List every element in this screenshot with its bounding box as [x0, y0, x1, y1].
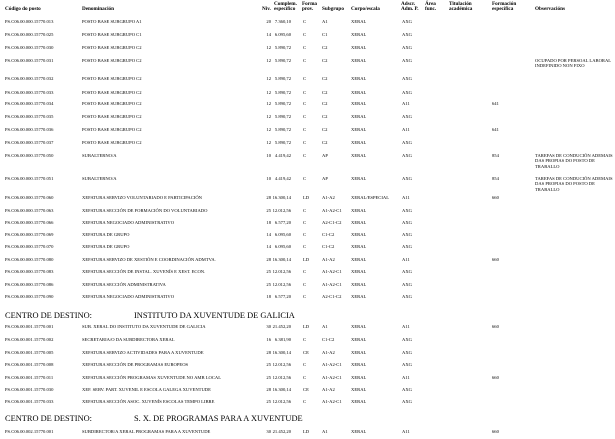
post-corps-scale: XERAL: [351, 153, 367, 158]
post-level: 25: [266, 375, 271, 380]
post-assignment: A11: [402, 127, 410, 132]
table-row: [0, 324, 615, 334]
post-corps-scale: XERAL: [351, 76, 367, 81]
post-provision-form: C: [303, 127, 307, 132]
post-level: 28: [266, 387, 271, 392]
post-training: 641: [492, 127, 499, 132]
post-code: PS.C06.00.000.15770.034: [5, 101, 54, 106]
post-complement: 6.095,60: [274, 232, 291, 237]
post-code: PS.C06.00.000.15770.080: [5, 257, 54, 262]
post-level: 30: [266, 429, 271, 434]
post-provision-form: C: [303, 176, 307, 181]
post-corps-scale: XERAL: [351, 375, 367, 380]
header-adscr: Adscr.: [401, 1, 416, 7]
post-level: 10: [266, 176, 271, 181]
post-provision-form: LD: [303, 429, 310, 434]
post-subgroup: A1-A2-C1: [322, 375, 342, 380]
post-corps-scale: XERAL: [351, 294, 367, 299]
table-row: [0, 195, 615, 205]
post-provision-form: C: [303, 114, 307, 119]
post-level: 30: [266, 324, 271, 329]
post-code: PS.C06.00.000.15770.032: [5, 76, 54, 81]
post-subgroup: A1-A2-C1: [322, 399, 342, 404]
post-denomination: XEFATURA SECCIÓN ADMINISTRATIVA: [82, 282, 166, 287]
post-denomination: POSTO BASE SUBGRUPO C2: [82, 114, 142, 119]
post-assignment: AXG: [402, 387, 412, 392]
post-denomination: XEFATURA SERVIZO VOLUNTARIADO E PARTICIPACIÓN: [82, 195, 202, 200]
post-assignment: AXG: [402, 232, 412, 237]
post-denomination: POSTO BASE SUBGRUPO C1: [82, 32, 142, 37]
table-row: [0, 19, 615, 29]
post-corps-scale: XERAL: [351, 269, 367, 274]
post-code: PS.C06.00.001.15770.008: [5, 362, 54, 367]
post-denomination: XEFATURA SERVIZO DE XESTIÓN E COORDINACIÓN ADMTVA.: [82, 257, 216, 262]
post-corps-scale: XERAL/ESPECIAL: [351, 195, 390, 200]
post-subgroup: A1-A2: [322, 195, 335, 200]
post-subgroup: C1-C2: [322, 244, 335, 249]
post-level: 12: [266, 90, 271, 95]
post-subgroup: A1: [322, 429, 328, 434]
post-complement: 21.452,20: [272, 429, 291, 434]
post-assignment: AXG: [402, 45, 412, 50]
post-corps-scale: XERAL: [351, 45, 367, 50]
post-corps-scale: XERAL: [351, 208, 367, 213]
post-code: PS.C06.00.001.15770.001: [5, 324, 54, 329]
post-denomination: XEFATURA SECCIÓN DE FORMACIÓN DO VOLUNTARIADO: [82, 208, 208, 213]
post-code: PS.C06.00.000.15770.033: [5, 90, 54, 95]
post-corps-scale: XERAL: [351, 58, 367, 63]
post-complement: 4.419,42: [274, 176, 291, 181]
centro-destino-name: INSTITUTO DA XUVENTUDE DE GALICIA: [134, 311, 295, 320]
post-subgroup: A1-A2-C1: [322, 362, 342, 367]
post-observations: OCUPADO POR PERSOAL LABORAL INDEFINIDO NON FIXO: [535, 58, 611, 69]
post-complement: 6.381,90: [274, 337, 291, 342]
post-provision-form: C: [303, 32, 307, 37]
header-area: Área: [425, 1, 436, 7]
header-func: func.: [425, 6, 437, 12]
post-code: PS.C06.00.001.15770.030: [5, 387, 54, 392]
post-code: PS.C06.00.000.15770.031: [5, 58, 54, 63]
post-corps-scale: XERAL: [351, 257, 367, 262]
post-complement: 12.012,56: [272, 282, 291, 287]
post-code: PS.C06.00.000.15770.066: [5, 220, 54, 225]
centro-destino-name: S. X. DE PROGRAMAS PARA A XUVENTUDE: [134, 414, 303, 423]
post-corps-scale: XERAL: [351, 337, 367, 342]
post-subgroup: C2: [322, 140, 328, 145]
post-observations: TAREFAS DE CONDUCIÓN ADEMAIS DAS PROPIAS DO POSTO DE TRABALLO: [535, 153, 613, 169]
post-corps-scale: XERAL: [351, 399, 367, 404]
post-denomination: POSTO BASE SUBGRUPO C2: [82, 45, 142, 50]
post-provision-form: C: [303, 294, 307, 299]
header-prov: prov.: [302, 6, 314, 12]
post-corps-scale: XERAL: [351, 176, 367, 181]
table-row: [0, 101, 615, 111]
post-assignment: AXG: [402, 294, 412, 299]
post-complement: 12.012,56: [272, 362, 291, 367]
post-subgroup: C2: [322, 127, 328, 132]
post-assignment: AXG: [402, 362, 412, 367]
post-level: 28: [266, 350, 271, 355]
post-provision-form: CE: [303, 387, 309, 392]
post-code: PS.C06.00.000.15770.083: [5, 269, 54, 274]
post-subgroup: A1: [322, 324, 328, 329]
post-complement: 6.577,20: [274, 294, 291, 299]
post-level: 18: [266, 220, 271, 225]
post-denomination: POSTO BASE SUBGRUPO C2: [82, 140, 142, 145]
post-assignment: A11: [402, 257, 410, 262]
post-code: PS.C06.00.001.15770.002: [5, 337, 54, 342]
post-provision-form: C: [303, 153, 307, 158]
table-row: [0, 114, 615, 124]
header-subgrupo: Subgrupo: [322, 6, 344, 12]
post-subgroup: A1-A2: [322, 387, 335, 392]
header-denominacion: Denominación: [82, 6, 114, 12]
post-complement: 12.012,56: [272, 399, 291, 404]
header-observacions: Observacións: [535, 6, 565, 12]
post-code: PS.C06.00.000.15770.070: [5, 244, 54, 249]
post-level: 12: [266, 114, 271, 119]
post-assignment: AXG: [402, 114, 412, 119]
post-provision-form: C: [303, 45, 307, 50]
post-corps-scale: XERAL: [351, 350, 367, 355]
post-assignment: A11: [402, 324, 410, 329]
post-level: 12: [266, 45, 271, 50]
post-level: 25: [266, 282, 271, 287]
post-corps-scale: XERAL: [351, 282, 367, 287]
post-complement: 5.890,72: [274, 58, 291, 63]
table-row: [0, 232, 615, 242]
table-row: [0, 45, 615, 55]
post-subgroup: A2-C1-C2: [322, 220, 342, 225]
post-subgroup: A2-C1-C2: [322, 294, 342, 299]
post-denomination: POSTO BASE SUBGRUPO C2: [82, 127, 142, 132]
post-level: 12: [266, 101, 271, 106]
post-code: PS.C06.00.000.15770.090: [5, 294, 54, 299]
post-corps-scale: XERAL: [351, 362, 367, 367]
post-assignment: AXG: [402, 76, 412, 81]
table-row: [0, 208, 615, 218]
post-corps-scale: XERAL: [351, 114, 367, 119]
post-corps-scale: XERAL: [351, 387, 367, 392]
table-row: [0, 140, 615, 150]
header-especifica: específica: [492, 6, 514, 12]
post-code: PS.C06.00.000.15770.036: [5, 127, 54, 132]
post-provision-form: C: [303, 375, 307, 380]
post-denomination: XEFATURA SECCIÓN DE INSTAL. XUVENÍS E XEST. ECON.: [82, 269, 206, 274]
post-code: PS.C06.00.000.15770.025: [5, 32, 54, 37]
post-code: PS.C06.00.000.15770.030: [5, 45, 54, 50]
post-complement: 12.012,56: [272, 269, 291, 274]
post-complement: 5.890,72: [274, 101, 291, 106]
post-complement: 16.300,14: [272, 350, 291, 355]
table-row: [0, 244, 615, 254]
post-provision-form: C: [303, 208, 307, 213]
header-forma: Forma: [302, 1, 317, 7]
post-subgroup: C2: [322, 101, 328, 106]
post-denomination: XEFATURA SECCIÓN DE PROGRAMAS EUROPEOS: [82, 362, 189, 367]
post-denomination: XEFATURA NEGOCIADO ADMINISTRATIVO: [82, 220, 175, 225]
post-assignment: AXG: [402, 19, 412, 24]
post-assignment: AXG: [402, 140, 412, 145]
post-code: PS.C06.00.000.15770.086: [5, 282, 54, 287]
post-complement: 21.452,20: [272, 324, 291, 329]
post-subgroup: C2: [322, 114, 328, 119]
post-denomination: SUBALTERNO/A: [82, 176, 117, 181]
post-code: PS.C06.00.000.15770.063: [5, 208, 54, 213]
post-code: PS.C06.00.002.15770.001: [5, 429, 54, 434]
post-denomination: POSTO BASE SUBGRUPO C2: [82, 90, 142, 95]
post-assignment: AXG: [402, 220, 412, 225]
post-code: PS.C06.00.000.15770.051: [5, 176, 54, 181]
post-assignment: A11: [402, 375, 410, 380]
post-level: 28: [266, 257, 271, 262]
post-training: 660: [492, 375, 499, 380]
post-level: 14: [266, 32, 271, 37]
post-denomination: POSTO BASE SUBGRUPO C2: [82, 58, 142, 63]
post-complement: 16.300,14: [272, 195, 291, 200]
post-corps-scale: XERAL: [351, 324, 367, 329]
post-complement: 5.890,72: [274, 127, 291, 132]
post-assignment: AXG: [402, 399, 412, 404]
post-subgroup: A1-A2-C1: [322, 269, 342, 274]
post-level: 20: [266, 19, 271, 24]
post-code: PS.C06.00.000.15770.037: [5, 140, 54, 145]
post-corps-scale: XERAL: [351, 429, 367, 434]
post-subgroup: C2: [322, 45, 328, 50]
post-denomination: XEFATURA DE GRUPO: [82, 232, 130, 237]
post-level: 12: [266, 58, 271, 63]
post-denomination: SECRETARIA/O DA SUBDIRECTORA XERAL: [82, 337, 175, 342]
table-row: [0, 429, 615, 439]
post-assignment: AXG: [402, 269, 412, 274]
post-subgroup: C2: [322, 90, 328, 95]
post-subgroup: A1: [322, 19, 328, 24]
centro-destino-heading: [5, 414, 565, 424]
post-subgroup: C2: [322, 58, 328, 63]
post-code: PS.C06.00.000.15770.060: [5, 195, 54, 200]
post-subgroup: AP: [322, 176, 328, 181]
post-subgroup: A1-A2: [322, 350, 335, 355]
post-complement: 5.890,72: [274, 90, 291, 95]
post-complement: 16.300,14: [272, 387, 291, 392]
post-provision-form: C: [303, 337, 307, 342]
post-provision-form: C: [303, 269, 307, 274]
post-training: 660: [492, 257, 499, 262]
post-provision-form: C: [303, 232, 307, 237]
post-code: PS.C06.00.000.15770.050: [5, 153, 54, 158]
header-especifico: específico: [274, 6, 296, 12]
post-complement: 6.095,60: [274, 244, 291, 249]
post-training: 660: [492, 195, 499, 200]
table-row: [0, 153, 615, 169]
post-assignment: AXG: [402, 32, 412, 37]
table-row: [0, 362, 615, 372]
post-provision-form: C: [303, 220, 307, 225]
post-level: 25: [266, 269, 271, 274]
post-denomination: SUBDIRECTOR/A XERAL PROGRAMAS PARA A XUVENTUDE: [82, 429, 211, 434]
post-provision-form: C: [303, 19, 307, 24]
post-level: 25: [266, 362, 271, 367]
post-training: 641: [492, 101, 499, 106]
post-training: 854: [492, 153, 499, 158]
post-provision-form: C: [303, 140, 307, 145]
post-complement: 5.890,72: [274, 114, 291, 119]
post-provision-form: C: [303, 362, 307, 367]
post-subgroup: C1-C2: [322, 232, 335, 237]
post-assignment: AXG: [402, 337, 412, 342]
post-provision-form: LD: [303, 257, 310, 262]
post-code: PS.C06.00.000.15770.069: [5, 232, 54, 237]
post-corps-scale: XERAL: [351, 127, 367, 132]
post-subgroup: AP: [322, 153, 328, 158]
post-denomination: XEFATURA NEGOCIADO ADMINISTRATIVO: [82, 294, 175, 299]
post-level: 28: [266, 195, 271, 200]
post-subgroup: C1-C2: [322, 337, 335, 342]
table-row: [0, 350, 615, 360]
post-level: 25: [266, 399, 271, 404]
post-assignment: AXG: [402, 244, 412, 249]
post-complement: 12.012,56: [272, 208, 291, 213]
table-row: [0, 375, 615, 385]
post-provision-form: C: [303, 101, 307, 106]
post-provision-form: CE: [303, 350, 309, 355]
post-code: PS.C06.00.001.15770.005: [5, 350, 54, 355]
post-denomination: XEFATURA DE GRUPO: [82, 244, 130, 249]
post-corps-scale: XERAL: [351, 32, 367, 37]
post-subgroup: A1-A2: [322, 257, 335, 262]
table-row: [0, 387, 615, 397]
post-assignment: AXG: [402, 350, 412, 355]
post-denomination: XEFATURA SECCIÓN PROGRAMAS XUVENTUDE NO AMB LOCAL: [82, 375, 222, 380]
table-row: [0, 176, 615, 192]
post-provision-form: C: [303, 58, 307, 63]
post-denomination: XEF. SERV. PART. XUVENIL E ESCOLA GALEGA XUVENTUDE: [82, 387, 211, 392]
post-code: PS.C06.00.000.15770.035: [5, 114, 54, 119]
post-complement: 16.300,14: [272, 257, 291, 262]
post-code: PS.C06.00.000.15770.013: [5, 19, 54, 24]
post-denomination: POSTO BASE SUBGRUPO A1: [82, 19, 142, 24]
header-adm-p: Adm. P.: [401, 6, 419, 12]
post-corps-scale: XERAL: [351, 232, 367, 237]
post-assignment: AXG: [402, 58, 412, 63]
centro-destino-label: CENTRO DE DESTINO:: [5, 311, 93, 320]
post-denomination: XEFATURA SECCIÓN ASOC. XUVENÍS ESCOLAS TEMPO LIBRE: [82, 399, 215, 404]
post-provision-form: C: [303, 399, 307, 404]
header-niv: Niv.: [262, 6, 271, 12]
post-corps-scale: XERAL: [351, 101, 367, 106]
post-provision-form: C: [303, 76, 307, 81]
post-assignment: AXG: [402, 90, 412, 95]
post-level: 12: [266, 76, 271, 81]
post-level: 14: [266, 232, 271, 237]
post-provision-form: C: [303, 90, 307, 95]
post-level: 25: [266, 208, 271, 213]
table-row: [0, 337, 615, 347]
post-complement: 6.577,20: [274, 220, 291, 225]
table-row: [0, 399, 615, 409]
post-assignment: AXG: [402, 153, 412, 158]
post-subgroup: A1-A2-C1: [322, 282, 342, 287]
post-assignment: A11: [402, 101, 410, 106]
post-code: PS.C06.00.001.15770.011: [5, 375, 54, 380]
header-titulacion: Titulación: [449, 1, 472, 7]
post-provision-form: C: [303, 282, 307, 287]
post-denomination: POSTO BASE SUBGRUPO C2: [82, 101, 142, 106]
post-denomination: POSTO BASE SUBGRUPO C2: [82, 76, 142, 81]
post-complement: 7.360,10: [274, 19, 291, 24]
header-academica: académica: [449, 6, 473, 12]
header-codigo: Código do posto: [5, 6, 41, 12]
post-complement: 5.890,72: [274, 45, 291, 50]
post-denomination: XEFATURA SERVIZO ACTIVIDADES PARA A XUVENTUDE: [82, 350, 204, 355]
post-complement: 5.890,72: [274, 140, 291, 145]
header-formacion: Formación: [492, 1, 517, 7]
post-corps-scale: XERAL: [351, 220, 367, 225]
post-level: 12: [266, 127, 271, 132]
post-subgroup: C2: [322, 76, 328, 81]
post-corps-scale: XERAL: [351, 140, 367, 145]
post-denomination: SUB. XERAL DO INSTITUTO DA XUVENTUDE DE GALICIA: [82, 324, 206, 329]
post-complement: 4.419,42: [274, 153, 291, 158]
post-training: 660: [492, 324, 499, 329]
post-assignment: AXG: [402, 208, 412, 213]
post-subgroup: A1-A2-C1: [322, 208, 342, 213]
centro-destino-heading: [5, 311, 565, 321]
post-training: 854: [492, 176, 499, 181]
post-level: 18: [266, 294, 271, 299]
post-level: 12: [266, 140, 271, 145]
post-assignment: A11: [402, 429, 410, 434]
post-training: 660: [492, 429, 499, 434]
post-complement: 6.095,60: [274, 32, 291, 37]
post-corps-scale: XERAL: [351, 90, 367, 95]
post-corps-scale: XERAL: [351, 19, 367, 24]
post-level: 16: [266, 337, 271, 342]
post-code: PS.C06.00.001.15770.033: [5, 399, 54, 404]
post-denomination: SUBALTERNO/A: [82, 153, 117, 158]
table-row: [0, 269, 615, 279]
table-row: [0, 294, 615, 304]
post-assignment: AXG: [402, 176, 412, 181]
table-row: [0, 32, 615, 42]
post-assignment: AXG: [402, 282, 412, 287]
table-row: [0, 90, 615, 100]
post-assignment: A11: [402, 195, 410, 200]
table-row: [0, 58, 615, 68]
table-row: [0, 220, 615, 230]
table-row: [0, 257, 615, 267]
centro-destino-label: CENTRO DE DESTINO:: [5, 414, 93, 423]
post-subgroup: C1: [322, 32, 328, 37]
post-provision-form: C: [303, 244, 307, 249]
post-level: 14: [266, 244, 271, 249]
post-provision-form: LD: [303, 324, 310, 329]
post-level: 10: [266, 153, 271, 158]
post-corps-scale: XERAL: [351, 244, 367, 249]
header-corpoescala: Corpo/escala: [351, 6, 380, 12]
table-row: [0, 127, 615, 137]
header-complem: Complem.: [274, 1, 297, 7]
post-complement: 5.890,72: [274, 76, 291, 81]
post-complement: 12.012,56: [272, 375, 291, 380]
table-row: [0, 76, 615, 86]
post-observations: TAREFAS DE CONDUCIÓN ADEMAIS DAS PROPIAS DO POSTO DE TRABALLO: [535, 176, 613, 192]
table-row: [0, 282, 615, 292]
post-provision-form: LD: [303, 195, 310, 200]
